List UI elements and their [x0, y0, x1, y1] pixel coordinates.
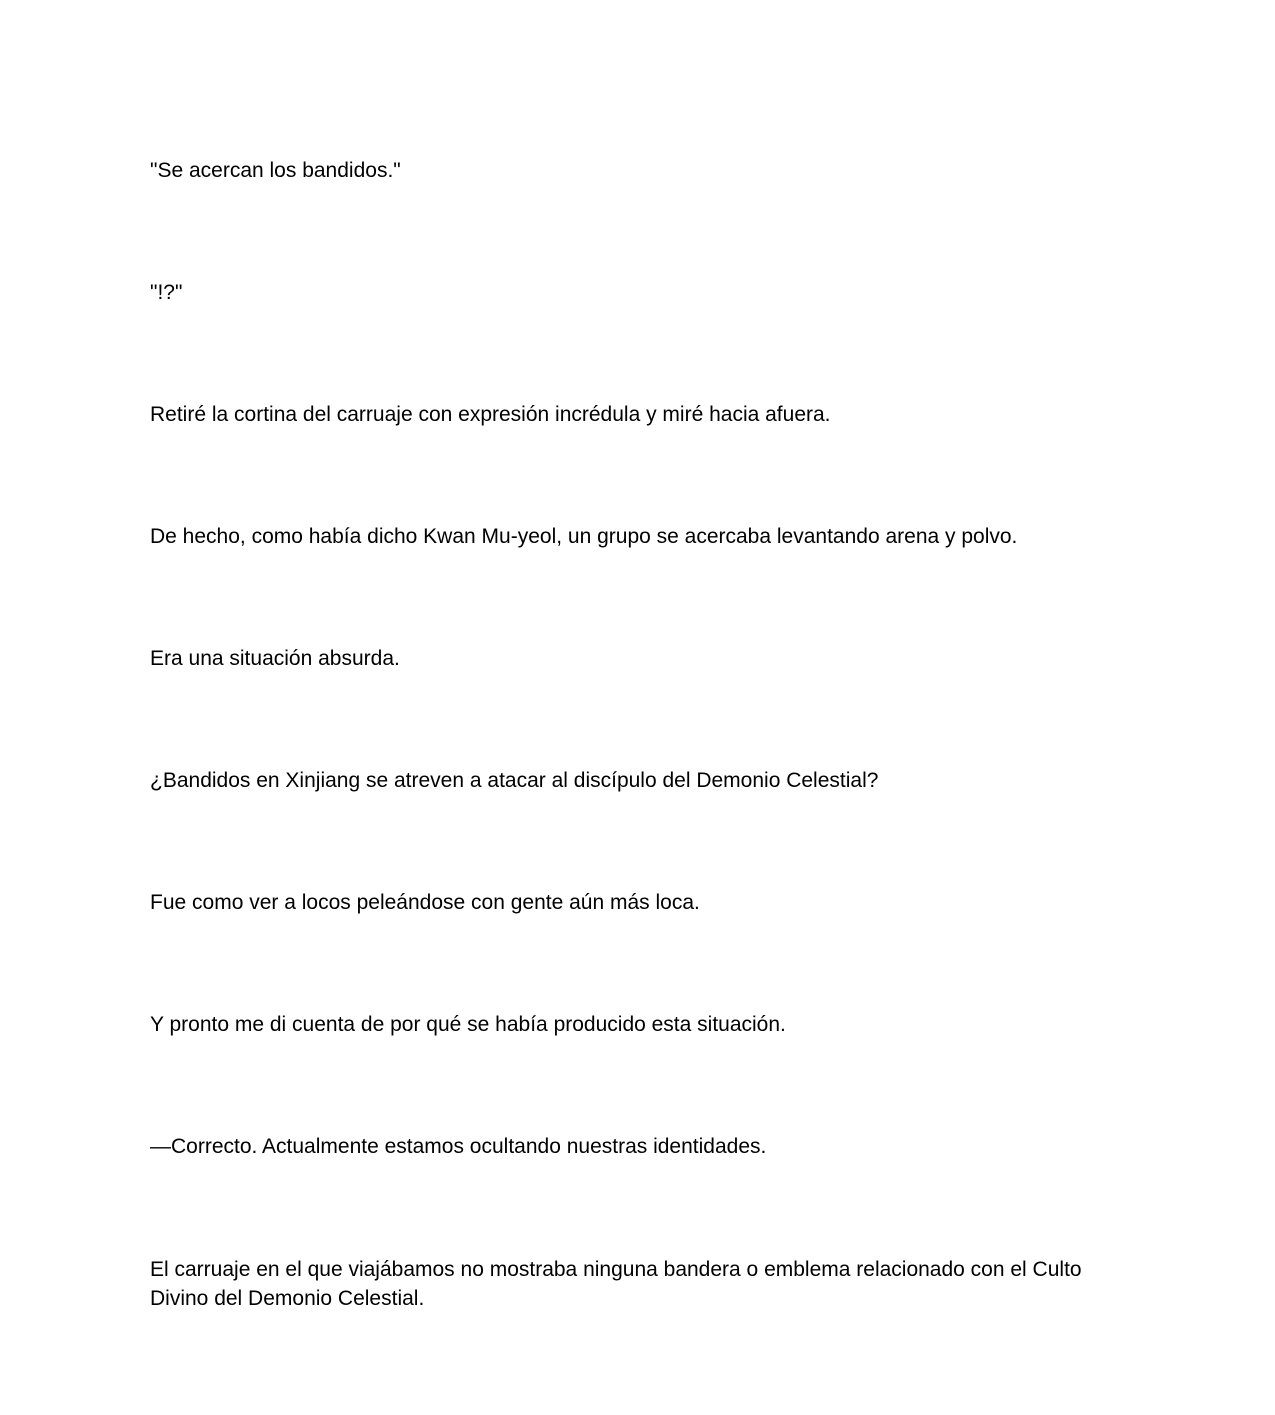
paragraph: "Se acercan los bandidos."	[150, 159, 401, 182]
paragraph: "!?"	[150, 281, 183, 304]
paragraph: Y pronto me di cuenta de por qué se había producido esta situación.	[150, 1013, 786, 1036]
paragraph: De hecho, como había dicho Kwan Mu-yeol, un grupo se acercaba levantando arena y polvo.	[150, 525, 1018, 548]
paragraph: Retiré la cortina del carruaje con expresión incrédula y miré hacia afuera.	[150, 403, 831, 426]
paragraph: El carruaje en el que viajábamos no mostraba ninguna bandera o emblema relacionado con el Culto Divino del Demonio Celestial.	[150, 1258, 1082, 1310]
paragraph: Era una situación absurda.	[150, 647, 400, 670]
paragraph: —Correcto. Actualmente estamos ocultando nuestras identidades.	[150, 1135, 767, 1158]
paragraph: Fue como ver a locos peleándose con gente aún más loca.	[150, 891, 700, 914]
paragraph: ¿Bandidos en Xinjiang se atreven a atacar al discípulo del Demonio Celestial?	[150, 769, 879, 792]
